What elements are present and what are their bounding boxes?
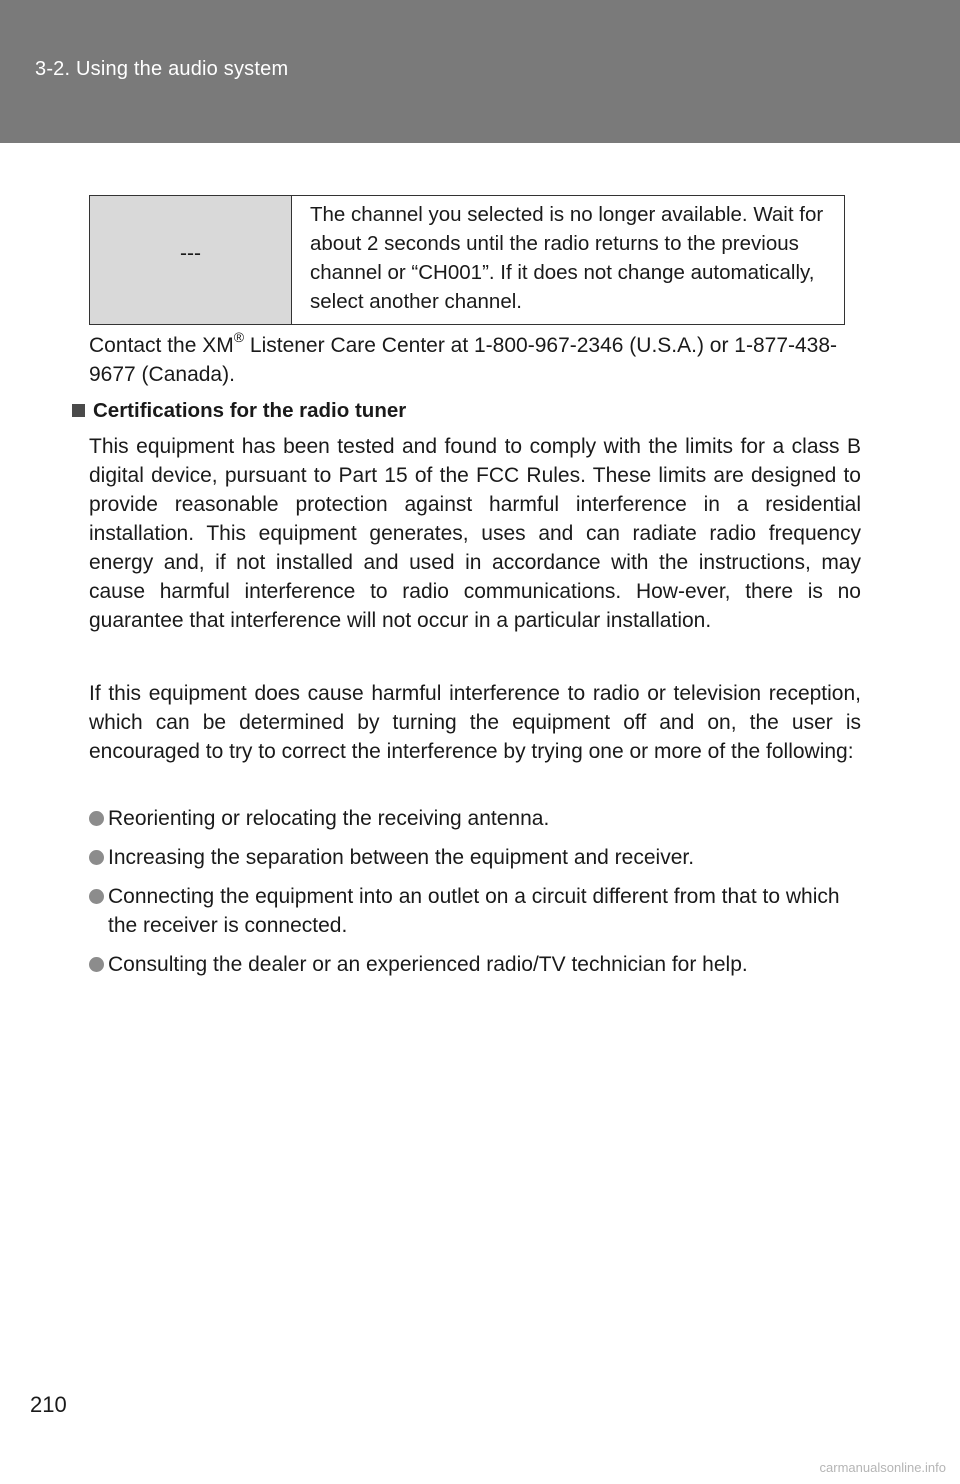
list-item-text: Connecting the equipment into an outlet on a circuit different from that to which the receiver is connected. — [108, 885, 840, 937]
watermark: carmanualsonline.info — [819, 1460, 946, 1475]
list-item-text: Consulting the dealer or an experienced radio/TV technician for help. — [108, 953, 748, 976]
contact-text-before: Contact the XM — [89, 334, 234, 357]
error-description-cell: The channel you selected is no longer available. Wait for about 2 seconds until the radio returns to the previous channel or “CH001”. If it does not change automatically, select another channel. — [292, 196, 845, 325]
error-message-table — [89, 195, 845, 325]
bullet-dot-icon — [89, 811, 104, 826]
bullet-dot-icon — [89, 850, 104, 865]
list-item-text: Increasing the separation between the equipment and receiver. — [108, 846, 695, 869]
list-item — [89, 843, 861, 872]
certifications-heading — [72, 396, 406, 425]
table-row — [90, 196, 845, 325]
contact-info — [89, 331, 861, 389]
square-bullet-icon — [72, 404, 85, 417]
bullet-dot-icon — [89, 957, 104, 972]
bullet-dot-icon — [89, 889, 104, 904]
fcc-paragraph-2: If this equipment does cause harmful interference to radio or television reception, which can be determined by turning the equipment off and on, the user is encouraged to try to correct the interference by trying one or more of the following: — [89, 682, 861, 763]
certifications-heading-text: Certifications for the radio tuner — [93, 399, 407, 422]
error-code-cell: --- — [90, 196, 292, 325]
list-item — [89, 950, 861, 979]
list-item — [89, 804, 861, 833]
registered-mark: ® — [233, 329, 245, 345]
contact-text-after: Listener Care Center at 1-800-967-2346 (U.S.A.) or 1-877-438-9677 (Canada). — [89, 334, 838, 386]
list-item — [89, 882, 861, 940]
list-item-text: Reorienting or relocating the receiving antenna. — [108, 807, 550, 830]
section-title: 3-2. Using the audio system — [35, 58, 289, 80]
section-header-bar — [0, 0, 960, 143]
page-number: 210 — [30, 1392, 67, 1417]
fcc-paragraph-1: This equipment has been tested and found to comply with the limits for a class B digital device, pursuant to Part 15 of the FCC Rules. These limits are designed to provide reasonable protection against harmful interference in a residential installation. This equipment generates, uses and can radiate radio frequency energy and, if not installed and used in accordance with the instructions, may cause harmful interference to radio communications. How-ever, there is no guarantee that interference will not occur in a particular installation. — [89, 435, 861, 632]
